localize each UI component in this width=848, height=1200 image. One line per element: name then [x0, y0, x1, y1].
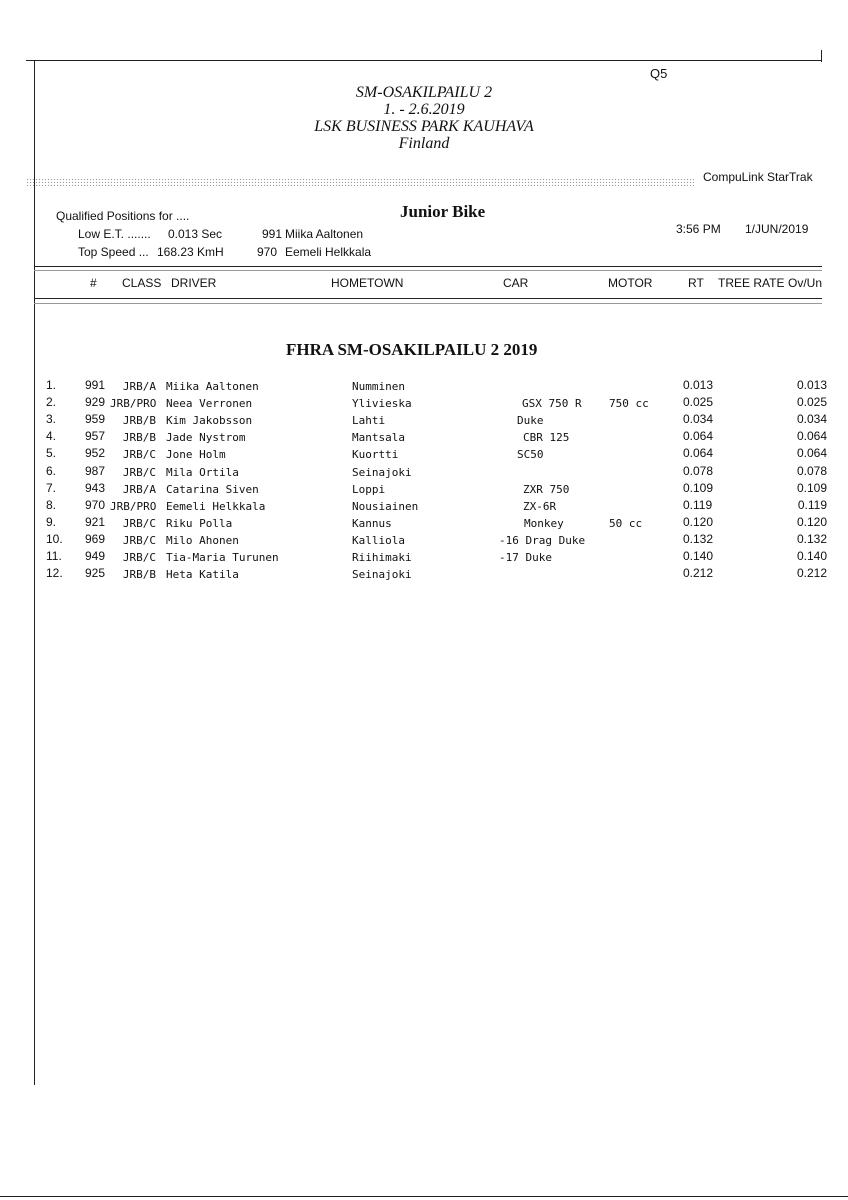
cell-class: JRB/A: [122, 380, 156, 393]
cell-position: 5.: [46, 446, 57, 461]
report-date: 1/JUN/2019: [745, 222, 809, 236]
right-border: [821, 50, 822, 62]
cell-number: 959: [85, 412, 106, 427]
cell-rt: 0.212: [683, 566, 714, 581]
cell-hometown: Loppi: [352, 482, 386, 496]
col-rt: RT: [688, 276, 704, 290]
cell-position: 11.: [46, 549, 62, 563]
cell-hometown: Kalliola: [352, 533, 405, 547]
cell-motor: 750 cc: [609, 397, 649, 411]
table-row: [0, 429, 848, 446]
cell-number: 925: [85, 566, 106, 581]
cell-hometown: Riihimaki: [352, 551, 412, 564]
cell-hometown: Ylivieska: [352, 397, 412, 411]
page-code: Q5: [650, 66, 668, 81]
cell-ovun: 0.025: [796, 395, 827, 410]
cell-ovun: 0.212: [796, 566, 827, 581]
cell-ovun: 0.109: [796, 480, 827, 495]
table-row: [0, 395, 848, 412]
cell-rt: 0.034: [683, 412, 714, 427]
system-label: CompuLink StarTrak: [703, 170, 813, 184]
cell-ovun: 0.064: [796, 429, 827, 444]
table-row: [0, 549, 848, 566]
low-et-name: Miika Aaltonen: [285, 227, 364, 241]
cell-rt: 0.140: [683, 549, 714, 563]
event-venue: LSK BUSINESS PARK KAUHAVA: [314, 118, 534, 135]
cell-number: 952: [85, 446, 106, 461]
col-motor: MOTOR: [608, 276, 653, 290]
cell-number: 949: [85, 549, 106, 563]
top-speed-number: 970: [257, 245, 278, 259]
cell-class: JRB/B: [122, 568, 156, 582]
cell-rt: 0.119: [683, 497, 713, 512]
bottom-border: [0, 1196, 848, 1197]
cell-class: JRB/C: [122, 448, 156, 462]
col-hometown: HOMETOWN: [331, 276, 404, 290]
cell-driver: Eemeli Helkkala: [166, 499, 266, 513]
cell-car: Monkey: [524, 516, 564, 530]
cell-car: CBR 125: [523, 431, 570, 445]
cell-driver: Neea Verronen: [166, 397, 253, 411]
cell-rt: 0.064: [683, 429, 714, 444]
cell-car: Duke: [517, 414, 544, 428]
cell-rt: 0.025: [683, 395, 714, 410]
cell-number: 943: [85, 480, 106, 495]
cell-driver: Miika Aaltonen: [166, 380, 259, 393]
cell-position: 1.: [46, 378, 57, 392]
cell-class: JRB/C: [122, 465, 156, 479]
cell-class: JRB/C: [122, 551, 156, 564]
col-car: CAR: [503, 276, 529, 290]
cell-position: 4.: [46, 429, 57, 444]
cell-hometown: Lahti: [352, 414, 386, 428]
top-speed-label: Top Speed ...: [78, 245, 149, 259]
cell-driver: Jone Holm: [166, 448, 226, 462]
report-time: 3:56 PM: [676, 222, 721, 236]
cell-ovun: 0.034: [796, 412, 827, 427]
col-tree-rate: TREE RATE: [718, 276, 785, 290]
cell-position: 3.: [46, 412, 57, 427]
cell-hometown: Seinajoki: [352, 465, 412, 479]
header-line-bottom: [34, 298, 822, 299]
cell-hometown: Nousiainen: [352, 499, 419, 513]
cell-hometown: Mantsala: [352, 431, 405, 445]
header-line-bottom2: [34, 303, 822, 304]
qualified-label: Qualified Positions for ....: [56, 209, 190, 223]
cell-number: 969: [85, 531, 106, 546]
cell-number: 991: [85, 378, 106, 392]
cell-position: 7.: [46, 480, 57, 495]
cell-driver: Riku Polla: [166, 516, 233, 530]
table-row: [0, 566, 848, 583]
low-et-number: 991: [262, 227, 283, 241]
cell-hometown: Seinajoki: [352, 568, 412, 582]
cell-driver: Mila Ortila: [166, 465, 239, 479]
cell-position: 9.: [46, 514, 57, 529]
top-speed-name: Eemeli Helkkala: [285, 245, 372, 259]
cell-class: JRB/PRO: [110, 397, 157, 411]
top-speed-value: 168.23 KmH: [157, 245, 224, 259]
header-line-top: [34, 266, 822, 267]
cell-car: -17 Duke: [499, 551, 552, 564]
cell-driver: Kim Jakobsson: [166, 414, 253, 428]
cell-number: 987: [85, 463, 106, 478]
cell-car: ZX-6R: [523, 499, 557, 513]
cell-driver: Catarina Siven: [166, 482, 259, 496]
cell-ovun: 0.120: [796, 514, 827, 529]
cell-motor: 50 cc: [609, 516, 643, 530]
class-title: Junior Bike: [400, 202, 486, 221]
cell-car: ZXR 750: [523, 482, 570, 496]
cell-driver: Jade Nystrom: [166, 431, 246, 445]
table-row: [0, 378, 848, 395]
table-row: [0, 412, 848, 429]
cell-rt: 0.064: [683, 446, 714, 461]
table-row: [0, 532, 848, 549]
cell-ovun: 0.140: [796, 549, 827, 563]
cell-ovun: 0.132: [796, 531, 827, 546]
cell-position: 10.: [46, 531, 63, 546]
cell-hometown: Kuortti: [352, 448, 399, 462]
cell-class: JRB/A: [122, 482, 156, 496]
cell-ovun: 0.078: [796, 463, 827, 478]
table-row: [0, 498, 848, 515]
event-title: SM-OSAKILPAILU 2: [355, 84, 493, 101]
cell-car: SC50: [517, 448, 544, 462]
cell-ovun: 0.119: [797, 497, 827, 512]
cell-driver: Milo Ahonen: [166, 533, 239, 547]
top-border: [26, 60, 822, 61]
table-row: [0, 515, 848, 532]
cell-position: 12.: [46, 566, 63, 581]
cell-class: JRB/C: [122, 533, 156, 547]
low-et-label: Low E.T. .......: [78, 227, 151, 241]
col-class: CLASS: [122, 276, 162, 290]
cell-car: -16 Drag Duke: [499, 533, 586, 547]
cell-number: 929: [85, 395, 106, 410]
cell-hometown: Numminen: [352, 380, 405, 393]
cell-position: 2.: [46, 395, 57, 410]
header-line-top2: [34, 270, 822, 271]
cell-rt: 0.078: [683, 463, 714, 478]
cell-class: JRB/B: [122, 414, 156, 428]
cell-class: JRB/C: [122, 516, 156, 530]
cell-position: 6.: [46, 463, 57, 478]
cell-rt: 0.013: [683, 378, 714, 392]
cell-ovun: 0.013: [796, 378, 827, 392]
cell-class: JRB/PRO: [110, 499, 157, 513]
cell-driver: Heta Katila: [166, 568, 239, 582]
col-num: #: [90, 276, 97, 290]
cell-rt: 0.120: [683, 514, 714, 529]
cell-hometown: Kannus: [352, 516, 392, 530]
cell-number: 957: [85, 429, 106, 444]
event-dates: 1. - 2.6.2019: [383, 101, 465, 118]
table-row: [0, 481, 848, 498]
col-ovun: Ov/Un: [788, 276, 823, 290]
cell-ovun: 0.064: [796, 446, 827, 461]
cell-number: 921: [85, 514, 106, 529]
cell-class: JRB/B: [122, 431, 156, 445]
dotted-separator: [26, 178, 694, 186]
cell-number: 970: [85, 497, 106, 512]
cell-driver: Tia-Maria Turunen: [166, 551, 279, 564]
section-title: FHRA SM-OSAKILPAILU 2 2019: [286, 340, 538, 359]
table-row: [0, 446, 848, 463]
event-country: Finland: [398, 135, 450, 152]
cell-rt: 0.132: [683, 531, 714, 546]
table-row: [0, 464, 848, 481]
low-et-value: 0.013 Sec: [168, 227, 223, 241]
cell-rt: 0.109: [683, 480, 714, 495]
cell-car: GSX 750 R: [522, 397, 582, 411]
col-driver: DRIVER: [171, 276, 217, 290]
cell-position: 8.: [46, 497, 57, 512]
